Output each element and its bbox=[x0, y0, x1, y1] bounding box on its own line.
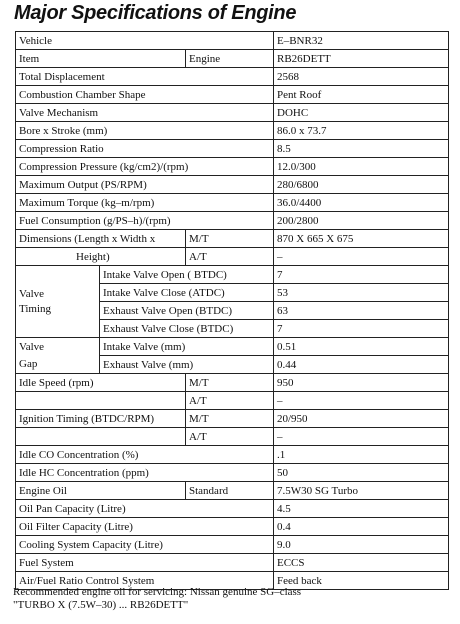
table-row bbox=[16, 464, 449, 482]
row-value: 9.0 bbox=[274, 536, 449, 554]
row-label: Ignition Timing (BTDC/RPM) bbox=[16, 410, 186, 428]
row-value: 7 bbox=[274, 320, 449, 338]
table-row bbox=[16, 518, 449, 536]
row-sublabel: Engine bbox=[186, 50, 274, 68]
row-value: 63 bbox=[274, 302, 449, 320]
row-label: Air/Fuel Ratio Control System bbox=[16, 572, 274, 590]
row-sublabel: M/T bbox=[186, 374, 274, 392]
row-value: .1 bbox=[274, 446, 449, 464]
spec-table bbox=[15, 31, 449, 590]
group-label bbox=[16, 266, 100, 338]
row-label: Engine Oil bbox=[16, 482, 186, 500]
table-row bbox=[16, 68, 449, 86]
table-row bbox=[16, 86, 449, 104]
row-value: Feed back bbox=[274, 572, 449, 590]
row-label: Bore x Stroke (mm) bbox=[16, 122, 274, 140]
table-row bbox=[16, 446, 449, 464]
row-value: 86.0 x 73.7 bbox=[274, 122, 449, 140]
row-label: Fuel Consumption (g/PS–h)/(rpm) bbox=[16, 212, 274, 230]
row-sublabel: Exhaust Valve Open (BTDC) bbox=[100, 302, 274, 320]
row-label: Vehicle bbox=[16, 32, 274, 50]
row-label: Idle Speed (rpm) bbox=[16, 374, 186, 392]
row-label-continued: Height) bbox=[16, 248, 186, 266]
table-row bbox=[16, 194, 449, 212]
footnote-line: Recommended engine oil for servicing: Nissan genuine SG–class bbox=[13, 586, 302, 598]
table-row bbox=[16, 230, 449, 248]
row-label: Cooling System Capacity (Litre) bbox=[16, 536, 274, 554]
row-value: 4.5 bbox=[274, 500, 449, 518]
row-value: 20/950 bbox=[274, 410, 449, 428]
row-value: ECCS bbox=[274, 554, 449, 572]
row-sublabel: Standard bbox=[186, 482, 274, 500]
row-value: 53 bbox=[274, 284, 449, 302]
group-label-line: Valve bbox=[19, 340, 45, 353]
table-row bbox=[16, 140, 449, 158]
row-label: Maximum Output (PS/RPM) bbox=[16, 176, 274, 194]
row-value: E–BNR32 bbox=[274, 32, 449, 50]
row-value: RB26DETT bbox=[274, 50, 449, 68]
table-row bbox=[16, 158, 449, 176]
row-label: Maximum Torque (kg–m/rpm) bbox=[16, 194, 274, 212]
row-value: 7 bbox=[274, 266, 449, 284]
row-value: 200/2800 bbox=[274, 212, 449, 230]
table-row bbox=[16, 212, 449, 230]
row-label: Compression Ratio bbox=[16, 140, 274, 158]
row-label: Compression Pressure (kg/cm2)/(rpm) bbox=[16, 158, 274, 176]
group-label-line: Valve bbox=[19, 287, 45, 300]
page-title: Major Specifications of Engine bbox=[14, 2, 297, 24]
row-label: Idle HC Concentration (ppm) bbox=[16, 464, 274, 482]
footnote bbox=[13, 586, 301, 612]
row-sublabel: Exhaust Valve Close (BTDC) bbox=[100, 320, 274, 338]
table-row bbox=[16, 536, 449, 554]
row-sublabel: Intake Valve (mm) bbox=[100, 338, 274, 356]
row-value: DOHC bbox=[274, 104, 449, 122]
row-value: 0.51 bbox=[274, 338, 449, 356]
row-sublabel: A/T bbox=[186, 248, 274, 266]
group-label-line: Gap bbox=[19, 357, 38, 370]
row-label: Oil Filter Capacity (Litre) bbox=[16, 518, 274, 536]
row-value: 870 X 665 X 675 bbox=[274, 230, 449, 248]
row-value: 0.4 bbox=[274, 518, 449, 536]
group-label bbox=[16, 338, 100, 374]
table-row bbox=[16, 338, 449, 356]
table-row bbox=[16, 374, 449, 392]
table-row bbox=[16, 500, 449, 518]
row-label-empty bbox=[16, 428, 186, 446]
table-row bbox=[16, 392, 449, 410]
footnote-line: "TURBO X (7.5W–30) ... RB26DETT" bbox=[13, 599, 189, 611]
row-value: 7.5W30 SG Turbo bbox=[274, 482, 449, 500]
row-value: 0.44 bbox=[274, 356, 449, 374]
group-label-line: Timing bbox=[19, 302, 52, 315]
table-row bbox=[16, 410, 449, 428]
row-value: 8.5 bbox=[274, 140, 449, 158]
table-row bbox=[16, 104, 449, 122]
row-label-empty bbox=[16, 392, 186, 410]
table-row bbox=[16, 428, 449, 446]
row-sublabel: A/T bbox=[186, 392, 274, 410]
row-label: Oil Pan Capacity (Litre) bbox=[16, 500, 274, 518]
row-sublabel: M/T bbox=[186, 230, 274, 248]
row-label: Total Displacement bbox=[16, 68, 274, 86]
row-value: 50 bbox=[274, 464, 449, 482]
row-sublabel: Intake Valve Close (ATDC) bbox=[100, 284, 274, 302]
row-label: Combustion Chamber Shape bbox=[16, 86, 274, 104]
row-sublabel: Exhaust Valve (mm) bbox=[100, 356, 274, 374]
row-value: 36.0/4400 bbox=[274, 194, 449, 212]
row-label: Item bbox=[16, 50, 186, 68]
row-label: Idle CO Concentration (%) bbox=[16, 446, 274, 464]
table-row bbox=[16, 32, 449, 50]
table-row bbox=[16, 266, 449, 284]
table-row bbox=[16, 50, 449, 68]
row-sublabel: A/T bbox=[186, 428, 274, 446]
row-value: 950 bbox=[274, 374, 449, 392]
row-label: Valve Mechanism bbox=[16, 104, 274, 122]
row-value: 2568 bbox=[274, 68, 449, 86]
table-row bbox=[16, 482, 449, 500]
table-row bbox=[16, 554, 449, 572]
row-value: Pent Roof bbox=[274, 86, 449, 104]
row-label: Dimensions (Length x Width x bbox=[16, 230, 186, 248]
row-value: – bbox=[274, 392, 449, 410]
row-value: – bbox=[274, 248, 449, 266]
row-value: 280/6800 bbox=[274, 176, 449, 194]
row-value: – bbox=[274, 428, 449, 446]
table-row bbox=[16, 176, 449, 194]
row-sublabel: M/T bbox=[186, 410, 274, 428]
table-row bbox=[16, 248, 449, 266]
table-row bbox=[16, 122, 449, 140]
row-sublabel: Intake Valve Open ( BTDC) bbox=[100, 266, 274, 284]
row-label: Fuel System bbox=[16, 554, 274, 572]
row-value: 12.0/300 bbox=[274, 158, 449, 176]
